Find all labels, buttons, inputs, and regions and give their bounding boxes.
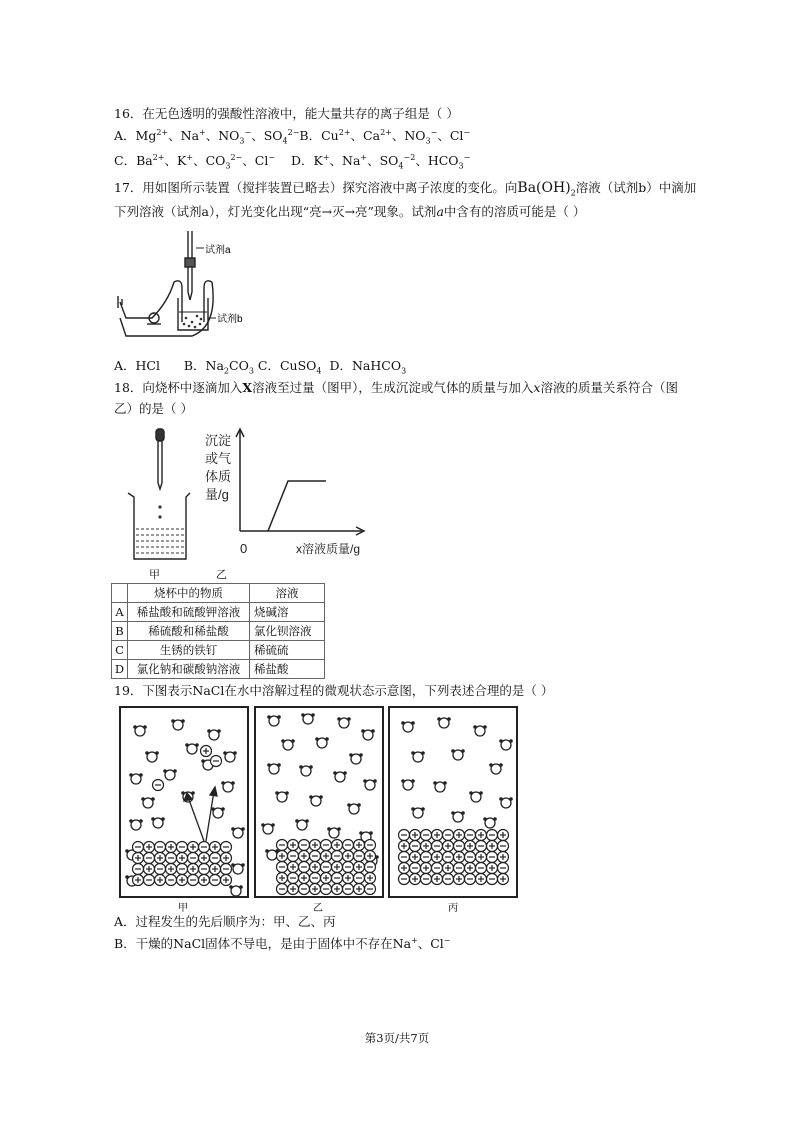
table-row: C 生锈的铁钉 稀硫硫 (112, 641, 325, 660)
svg-text:量/g: 量/g (205, 487, 229, 502)
q18-caption-jia: 甲 (149, 568, 160, 581)
table-row: D 氯化钠和碳酸钠溶液 稀盐酸 (112, 660, 325, 679)
q18-beaker-figure (122, 425, 202, 567)
table-row: 烧杯中的物质 溶液 (112, 584, 325, 603)
q17-options: A．HCl B．$Na_2CO_3$ C．CuSO$_4$ D．NaHCO$_3$ (114, 358, 407, 376)
page-footer: 第3页/共7页 (364, 1031, 430, 1045)
svg-text:x溶液质量/g: x溶液质量/g (296, 542, 361, 556)
svg-text:体质: 体质 (205, 469, 232, 484)
q16-options-cd: C．$Ba^{2+}$、K+、$CO_3^{2-}$、Cl− D．K+、Na+、$SO_4^{-2}$、$HCO_3^-$ (114, 152, 471, 171)
table-row: B 稀硫酸和稀盐酸 氯化钡溶液 (112, 622, 325, 641)
q19-dissolution-figure (118, 705, 526, 915)
q18-caption-yi: 乙 (216, 568, 227, 581)
q18-stem-line1: 18．向烧杯中逐滴加入X溶液至过量（图甲），生成沉淀或气体的质量与加入x溶液的质量关系符合（图 (114, 380, 678, 395)
svg-text:或气: 或气 (205, 451, 232, 466)
q16-options-ab: A．$Mg^{2+}$、Na+、$NO_3^-$、$SO_4^{2-}B$．$Cu^{2+}$、$Ca^{2+}$、$NO_3^-$、Cl− (114, 127, 471, 146)
q16-stem: 16．在无色透明的强酸性溶液中，能大量共存的离子组是（ ） (114, 106, 459, 121)
q19-caption-yi: 乙 (313, 903, 323, 914)
q19-option-a: A．过程发生的先后顺序为：甲、乙、丙 (114, 914, 336, 929)
q18-graph-line (268, 481, 326, 531)
q18-graph-figure (202, 425, 372, 560)
q19-caption-jia: 甲 (178, 903, 188, 914)
q19-option-b: B．干燥的NaCl固体不导电，是由于固体中不存在Na+、Cl− (114, 935, 451, 951)
q17-label-reagent-b: 试剂b (217, 314, 243, 325)
q19-stem: 19．下图表示NaCl在水中溶解过程的微观状态示意图，下列表述合理的是（ ） (114, 683, 554, 698)
table-row: A 稀盐酸和硫酸钾溶液 烧碱溶 (112, 603, 325, 622)
q17-label-reagent-a: 试剂a (205, 245, 231, 256)
q17-apparatus-figure (112, 226, 272, 346)
svg-text:0: 0 (240, 541, 248, 556)
q18-stem-line2: 乙）的是（ ） (114, 401, 193, 416)
q19-caption-bing: 丙 (448, 903, 458, 914)
q18-options-table (111, 583, 325, 679)
q17-stem-line1: 17．用如图所示装置（搅拌装置已略去）探究溶液中离子浓度的变化。向$Ba(OH)_2$溶液（试剂b）中滴加 (114, 180, 697, 198)
q17-stem-line2: 下列溶液（试剂a），灯光变化出现“亮→灭→亮”现象。试剂a中含有的溶质可能是（ ） (114, 204, 586, 219)
svg-text:沉淀: 沉淀 (205, 433, 232, 448)
